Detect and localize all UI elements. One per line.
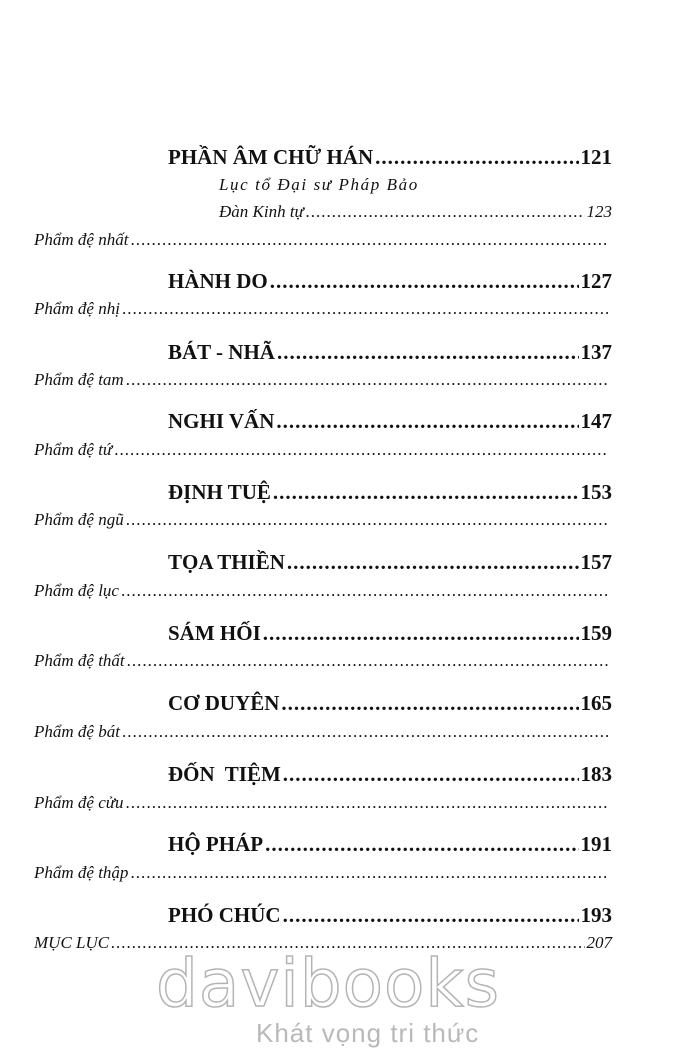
page-number: 191 (580, 832, 612, 856)
toc-subentry (34, 370, 610, 390)
page-number: 121 (580, 145, 612, 169)
dot-leader (283, 762, 579, 787)
toc-heading (168, 762, 612, 787)
heading-title: NGHI VẤN (168, 409, 275, 433)
toc-subentry (34, 651, 610, 671)
page-number: 165 (580, 691, 612, 715)
intro-line: Lục tổ Đại sư Pháp Bảo (219, 175, 419, 194)
dot-leader (127, 651, 608, 671)
dot-leader (114, 440, 608, 460)
dot-leader (375, 145, 578, 170)
toc-heading (168, 145, 612, 170)
dot-leader (126, 510, 608, 530)
entry-label: Đàn Kinh tự (219, 202, 304, 221)
dot-leader (273, 480, 579, 505)
dot-leader (265, 832, 578, 857)
dot-leader (270, 269, 579, 294)
toc-heading (168, 409, 612, 434)
dot-leader (126, 370, 608, 390)
subentry-label: Phẩm đệ thất (34, 651, 125, 670)
toc-subentry (34, 793, 610, 813)
heading-title: BÁT - NHÃ (168, 340, 275, 364)
heading-title: PHẦN ÂM CHỮ HÁN (168, 145, 374, 169)
heading-title: ĐỐN TIỆM (168, 762, 281, 786)
toc-subentry (34, 230, 610, 250)
subentry-label: Phẩm đệ thập (34, 863, 129, 882)
subentry-label: Phẩm đệ bát (34, 722, 120, 741)
page-number: 123 (586, 202, 612, 221)
dot-leader (277, 340, 579, 365)
dot-leader (130, 230, 608, 250)
toc-subentry (34, 299, 610, 319)
page-number: 193 (580, 903, 612, 927)
toc-heading (168, 621, 612, 646)
toc-heading (168, 903, 612, 928)
toc-heading (168, 691, 612, 716)
toc-heading (168, 269, 612, 294)
toc-heading (168, 832, 612, 857)
toc-subentry (34, 722, 610, 742)
dot-leader (126, 793, 608, 813)
subentry-label: Phẩm đệ tam (34, 370, 124, 389)
page-number: 137 (580, 340, 612, 364)
dot-leader (122, 299, 608, 319)
subentry-label: Phẩm đệ lục (34, 581, 119, 600)
dot-leader (287, 550, 579, 575)
heading-title: TỌA THIỀN (168, 550, 285, 574)
watermark-logo: davibooks (156, 945, 500, 1022)
toc-heading (168, 550, 612, 575)
heading-title: CƠ DUYÊN (168, 691, 280, 715)
dot-leader (122, 722, 608, 742)
dot-leader (283, 903, 579, 928)
subentry-label: Phẩm đệ nhị (34, 299, 120, 318)
toc-subentry (34, 440, 610, 460)
entry-label: MỤC LỤC (34, 933, 110, 952)
watermark-tagline: Khát vọng tri thức (256, 1018, 480, 1048)
page-number: 159 (580, 621, 612, 645)
page-number: 207 (586, 933, 612, 952)
page-number: 183 (580, 762, 612, 786)
toc-subentry (34, 581, 610, 601)
heading-title: SÁM HỐI (168, 621, 261, 645)
dot-leader (121, 581, 608, 601)
page-number: 147 (580, 409, 612, 433)
page-number: 127 (580, 269, 612, 293)
subentry-label: Phẩm đệ nhất (34, 230, 129, 249)
dot-leader (276, 409, 578, 434)
heading-title: ĐỊNH TUỆ (168, 480, 271, 504)
toc-heading (168, 480, 612, 505)
dot-leader (263, 621, 579, 646)
dot-leader (306, 202, 585, 222)
toc-subentry (34, 510, 610, 530)
toc-heading (168, 340, 612, 365)
subentry-label: Phẩm đệ cửu (34, 793, 124, 812)
page-number: 153 (580, 480, 612, 504)
toc-entry (219, 202, 612, 222)
page-number: 157 (580, 550, 612, 574)
heading-title: HÀNH DO (168, 269, 268, 293)
heading-title: HỘ PHÁP (168, 832, 264, 856)
dot-leader (281, 691, 578, 716)
subentry-label: Phẩm đệ ngũ (34, 510, 124, 529)
heading-title: PHÓ CHÚC (168, 903, 281, 927)
toc-subentry (34, 863, 610, 883)
dot-leader (130, 863, 608, 883)
subentry-label: Phẩm đệ tứ (34, 440, 113, 459)
